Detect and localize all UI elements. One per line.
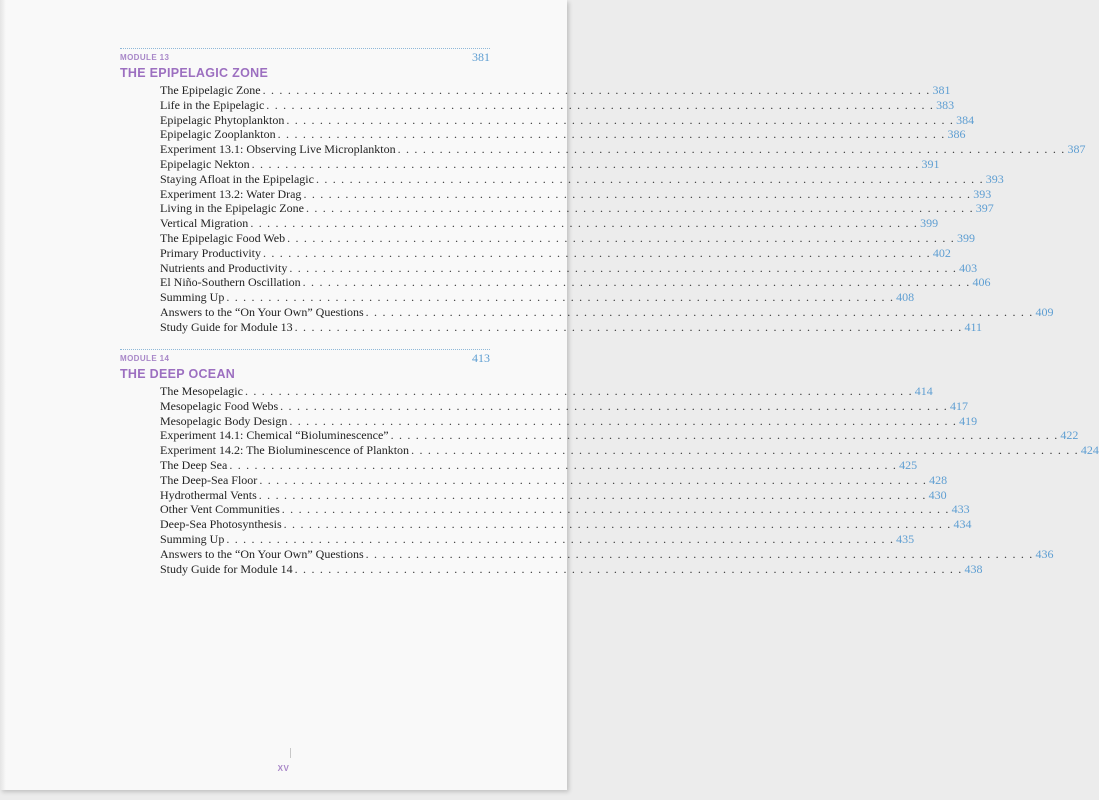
module-title: THE EPIPELAGIC ZONE [120, 66, 269, 80]
toc-entry [160, 186, 992, 202]
toc-entry-title: The Deep Sea [160, 457, 228, 472]
toc-entry-page-number: 430 [928, 487, 947, 502]
toc-entry-title: Experiment 14.2: The Bioluminescence of Plankton [160, 443, 410, 458]
toc-entry [160, 428, 1079, 443]
toc-entry-page-number: 408 [896, 290, 915, 305]
toc-entry-title: Study Guide for Module 14 [160, 561, 293, 576]
toc-entry [160, 546, 1054, 562]
toc-entry [160, 230, 975, 246]
toc-entry-page-number: 386 [947, 127, 966, 142]
dot-leader: . . . . . . . . . . . . . . . . . . . . . . . . . . . . . . . . . . . . . . . . . . . . . . . . . . . . . . . . . . . . . . . . . . . . . . . . . . . . . . . . [281, 502, 950, 517]
dot-leader: . . . . . . . . . . . . . . . . . . . . . . . . . . . . . . . . . . . . . . . . . . . . . . . . . . . . . . . . . . . . . . . . . . . . . . . . . . . . . . . . [229, 457, 898, 472]
page-gutter-shadow [0, 0, 6, 790]
dot-leader: . . . . . . . . . . . . . . . . . . . . . . . . . . . . . . . . . . . . . . . . . . . . . . . . . . . . . . . . . . . . . . . . . . . . . . . . . . . . . . . . [226, 531, 895, 546]
toc-entry-page-number: 409 [1035, 304, 1054, 319]
dot-leader: . . . . . . . . . . . . . . . . . . . . . . . . . . . . . . . . . . . . . . . . . . . . . . . . . . . . . . . . . . . . . . . . . . . . . . . . . . . . . . . . [280, 398, 948, 413]
page-folio: XV [277, 764, 290, 773]
toc-entry-page-number: 435 [896, 531, 915, 546]
toc-entry-page-number: 428 [929, 472, 948, 487]
dot-leader: . . . . . . . . . . . . . . . . . . . . . . . . . . . . . . . . . . . . . . . . . . . . . . . . . . . . . . . . . . . . . . . . . . . . . . . . . . . . . . . . [365, 304, 1034, 319]
toc-entry-page-number: 422 [1060, 428, 1079, 443]
dot-leader: . . . . . . . . . . . . . . . . . . . . . . . . . . . . . . . . . . . . . . . . . . . . . . . . . . . . . . . . . . . . . . . . . . . . . . . . . . . . . . . . [289, 413, 958, 428]
toc-entry-page-number: 425 [899, 457, 918, 472]
toc-entry [160, 260, 978, 276]
module-13-section [120, 48, 1086, 335]
toc-entry-title: Mesopelagic Body Design [160, 413, 288, 428]
dot-leader: . . . . . . . . . . . . . . . . . . . . . . . . . . . . . . . . . . . . . . . . . . . . . . . . . . . . . . . . . . . . . . . . . . . . . . . . . . . . . . . . [226, 290, 895, 305]
dot-leader: . . . . . . . . . . . . . . . . . . . . . . . . . . . . . . . . . . . . . . . . . . . . . . . . . . . . . . . . . . . . . . . . . . . . . . . . . . . . . . . . [289, 260, 958, 275]
toc-entry-title: Vertical Migration [160, 216, 249, 231]
dot-leader: . . . . . . . . . . . . . . . . . . . . . . . . . . . . . . . . . . . . . . . . . . . . . . . . . . . . . . . . . . . . . . . . . . . . . . . . . . . . . . . . [250, 216, 919, 231]
module-page-number: 381 [472, 50, 490, 64]
toc-entry-title: Nutrients and Productivity [160, 260, 288, 275]
toc-entry-title: The Mesopelagic [160, 384, 243, 398]
dot-leader: . . . . . . . . . . . . . . . . . . . . . . . . . . . . . . . . . . . . . . . . . . . . . . . . . . . . . . . . . . . . . . . . . . . . . . . . . . . . . . . . [277, 127, 946, 142]
module-label: MODULE 14 [120, 354, 170, 363]
module-page-number: 413 [472, 351, 490, 365]
toc-entry-title: Mesopelagic Food Webs [160, 398, 279, 413]
toc-entry-list [120, 384, 1099, 576]
toc-entry-page-number: 391 [921, 156, 940, 171]
toc-entry-title: The Epipelagic Zone [160, 83, 261, 97]
toc-entry [160, 502, 970, 517]
dot-leader: . . . . . . . . . . . . . . . . . . . . . . . . . . . . . . . . . . . . . . . . . . . . . . . . . . . . . . . . . . . . . . . . . . . . . . . . . . . . . . . . [411, 443, 1079, 458]
toc-entry-page-number: 436 [1035, 546, 1054, 561]
toc-entry [160, 275, 991, 290]
toc-entry-title: Experiment 14.1: Chemical “Bioluminescence” [160, 428, 389, 443]
toc-entry [160, 319, 983, 335]
dot-leader: . . . . . . . . . . . . . . . . . . . . . . . . . . . . . . . . . . . . . . . . . . . . . . . . . . . . . . . . . . . . . . . . . . . . . . . . . . . . . . . . [262, 83, 931, 97]
toc-entry-title: Summing Up [160, 290, 225, 305]
toc-entry [160, 171, 1004, 187]
toc-entry-title: Summing Up [160, 531, 225, 546]
toc-entry-title: Primary Productivity [160, 245, 261, 260]
dot-leader: . . . . . . . . . . . . . . . . . . . . . . . . . . . . . . . . . . . . . . . . . . . . . . . . . . . . . . . . . . . . . . . . . . . . . . . . . . . . . . . . [263, 245, 931, 260]
toc-entry-page-number: 403 [959, 260, 978, 275]
dot-leader: . . . . . . . . . . . . . . . . . . . . . . . . . . . . . . . . . . . . . . . . . . . . . . . . . . . . . . . . . . . . . . . . . . . . . . . . . . . . . . . . [286, 112, 955, 127]
toc-entry-page-number: 399 [956, 230, 975, 245]
toc-entry-title: Deep-Sea Photosynthesis [160, 517, 282, 532]
toc-entry [160, 517, 972, 532]
toc-entry-title: El Niño-Southern Oscillation [160, 275, 301, 290]
toc-entry-page-number: 383 [936, 97, 955, 112]
toc-entry-page-number: 393 [973, 186, 992, 201]
toc-entry-page-number: 384 [956, 112, 975, 127]
dot-leader: . . . . . . . . . . . . . . . . . . . . . . . . . . . . . . . . . . . . . . . . . . . . . . . . . . . . . . . . . . . . . . . . . . . . . . . . . . . . . . . . [259, 472, 928, 487]
toc-entry-page-number: 417 [949, 398, 968, 413]
module-header [120, 48, 490, 66]
dot-leader: . . . . . . . . . . . . . . . . . . . . . . . . . . . . . . . . . . . . . . . . . . . . . . . . . . . . . . . . . . . . . . . . . . . . . . . . . . . . . . . . [294, 319, 963, 334]
toc-entry-page-number: 387 [1067, 142, 1086, 157]
toc-entry-page-number: 438 [964, 561, 983, 576]
toc-entry [160, 156, 940, 172]
dot-leader: . . . . . . . . . . . . . . . . . . . . . . . . . . . . . . . . . . . . . . . . . . . . . . . . . . . . . . . . . . . . . . . . . . . . . . . . . . . . . . . . [365, 546, 1034, 561]
toc-entry [160, 413, 978, 429]
toc-entry-title: Epipelagic Nekton [160, 156, 250, 171]
toc-entry-page-number: 397 [975, 201, 994, 216]
toc-entry [160, 487, 947, 503]
toc-entry [160, 127, 966, 142]
toc-entry-title: The Deep-Sea Floor [160, 472, 258, 487]
toc-entry-title: Life in the Epipelagic [160, 97, 265, 112]
toc-entry-title: Other Vent Communities [160, 502, 280, 517]
dot-leader: . . . . . . . . . . . . . . . . . . . . . . . . . . . . . . . . . . . . . . . . . . . . . . . . . . . . . . . . . . . . . . . . . . . . . . . . . . . . . . . . [294, 561, 963, 576]
module-title: THE DEEP OCEAN [120, 367, 236, 381]
dot-leader: . . . . . . . . . . . . . . . . . . . . . . . . . . . . . . . . . . . . . . . . . . . . . . . . . . . . . . . . . . . . . . . . . . . . . . . . . . . . . . . . [303, 186, 972, 201]
toc-entry-title: Experiment 13.1: Observing Live Microplankton [160, 142, 396, 157]
dot-leader: . . . . . . . . . . . . . . . . . . . . . . . . . . . . . . . . . . . . . . . . . . . . . . . . . . . . . . . . . . . . . . . . . . . . . . . . . . . . . . . . [283, 517, 952, 532]
toc-entry [160, 398, 968, 414]
toc-entry-page-number: 381 [932, 83, 951, 97]
toc-entry-page-number: 402 [932, 245, 951, 260]
toc-entry [160, 201, 994, 216]
dot-leader: . . . . . . . . . . . . . . . . . . . . . . . . . . . . . . . . . . . . . . . . . . . . . . . . . . . . . . . . . . . . . . . . . . . . . . . . . . . . . . . . [302, 275, 971, 290]
module-label: MODULE 13 [120, 53, 170, 62]
toc-entry [160, 384, 933, 399]
toc-entry-page-number: 433 [951, 502, 970, 517]
toc-entry-title: Answers to the “On Your Own” Questions [160, 546, 364, 561]
dot-leader: . . . . . . . . . . . . . . . . . . . . . . . . . . . . . . . . . . . . . . . . . . . . . . . . . . . . . . . . . . . . . . . . . . . . . . . . . . . . . . . . [251, 156, 920, 171]
toc-entry-title: Epipelagic Zooplankton [160, 127, 276, 142]
toc-entry [160, 112, 975, 128]
toc-entry [160, 457, 918, 473]
toc-entry [160, 561, 983, 577]
toc-entry-page-number: 414 [914, 384, 933, 398]
dot-leader: . . . . . . . . . . . . . . . . . . . . . . . . . . . . . . . . . . . . . . . . . . . . . . . . . . . . . . . . . . . . . . . . . . . . . . . . . . . . . . . . [266, 97, 935, 112]
toc-entry-page-number: 419 [959, 413, 978, 428]
module-14-section [120, 349, 1099, 576]
toc-entry-page-number: 424 [1080, 443, 1099, 458]
toc-entry [160, 97, 955, 113]
dot-leader: . . . . . . . . . . . . . . . . . . . . . . . . . . . . . . . . . . . . . . . . . . . . . . . . . . . . . . . . . . . . . . . . . . . . . . . . . . . . . . . . [258, 487, 927, 502]
dot-leader: . . . . . . . . . . . . . . . . . . . . . . . . . . . . . . . . . . . . . . . . . . . . . . . . . . . . . . . . . . . . . . . . . . . . . . . . . . . . . . . . [315, 171, 984, 186]
toc-entry-list [120, 83, 1086, 335]
toc-entry-title: The Epipelagic Food Web [160, 230, 286, 245]
toc-entry [160, 216, 939, 231]
toc-entry-title: Answers to the “On Your Own” Questions [160, 304, 364, 319]
toc-entry [160, 83, 951, 98]
toc-entry-title: Experiment 13.2: Water Drag [160, 186, 302, 201]
module-header [120, 349, 490, 367]
toc-entry-title: Staying Afloat in the Epipelagic [160, 171, 314, 186]
toc-entry-title: Living in the Epipelagic Zone [160, 201, 304, 216]
toc-entry-page-number: 406 [972, 275, 991, 290]
toc-entry-page-number: 393 [985, 171, 1004, 186]
toc-entry-title: Study Guide for Module 13 [160, 319, 293, 334]
toc-entry-page-number: 399 [920, 216, 939, 231]
toc-entry [160, 472, 948, 488]
toc-entry [160, 245, 951, 261]
toc-entry [160, 304, 1054, 320]
toc-entry-page-number: 411 [964, 319, 983, 334]
dot-leader: . . . . . . . . . . . . . . . . . . . . . . . . . . . . . . . . . . . . . . . . . . . . . . . . . . . . . . . . . . . . . . . . . . . . . . . . . . . . . . . . [287, 230, 955, 245]
dot-leader: . . . . . . . . . . . . . . . . . . . . . . . . . . . . . . . . . . . . . . . . . . . . . . . . . . . . . . . . . . . . . . . . . . . . . . . . . . . . . . . . [390, 428, 1059, 443]
toc-entry [160, 531, 915, 547]
toc-entry [160, 142, 1086, 157]
dot-leader: . . . . . . . . . . . . . . . . . . . . . . . . . . . . . . . . . . . . . . . . . . . . . . . . . . . . . . . . . . . . . . . . . . . . . . . . . . . . . . . . [305, 201, 974, 216]
toc-entry-page-number: 434 [953, 517, 972, 532]
footer-rule [290, 748, 291, 758]
dot-leader: . . . . . . . . . . . . . . . . . . . . . . . . . . . . . . . . . . . . . . . . . . . . . . . . . . . . . . . . . . . . . . . . . . . . . . . . . . . . . . . . [244, 384, 913, 398]
toc-entry-title: Epipelagic Phytoplankton [160, 112, 285, 127]
dot-leader: . . . . . . . . . . . . . . . . . . . . . . . . . . . . . . . . . . . . . . . . . . . . . . . . . . . . . . . . . . . . . . . . . . . . . . . . . . . . . . . . [397, 142, 1066, 157]
toc-entry-title: Hydrothermal Vents [160, 487, 257, 502]
toc-entry [160, 290, 915, 305]
toc-entry [160, 443, 1099, 458]
